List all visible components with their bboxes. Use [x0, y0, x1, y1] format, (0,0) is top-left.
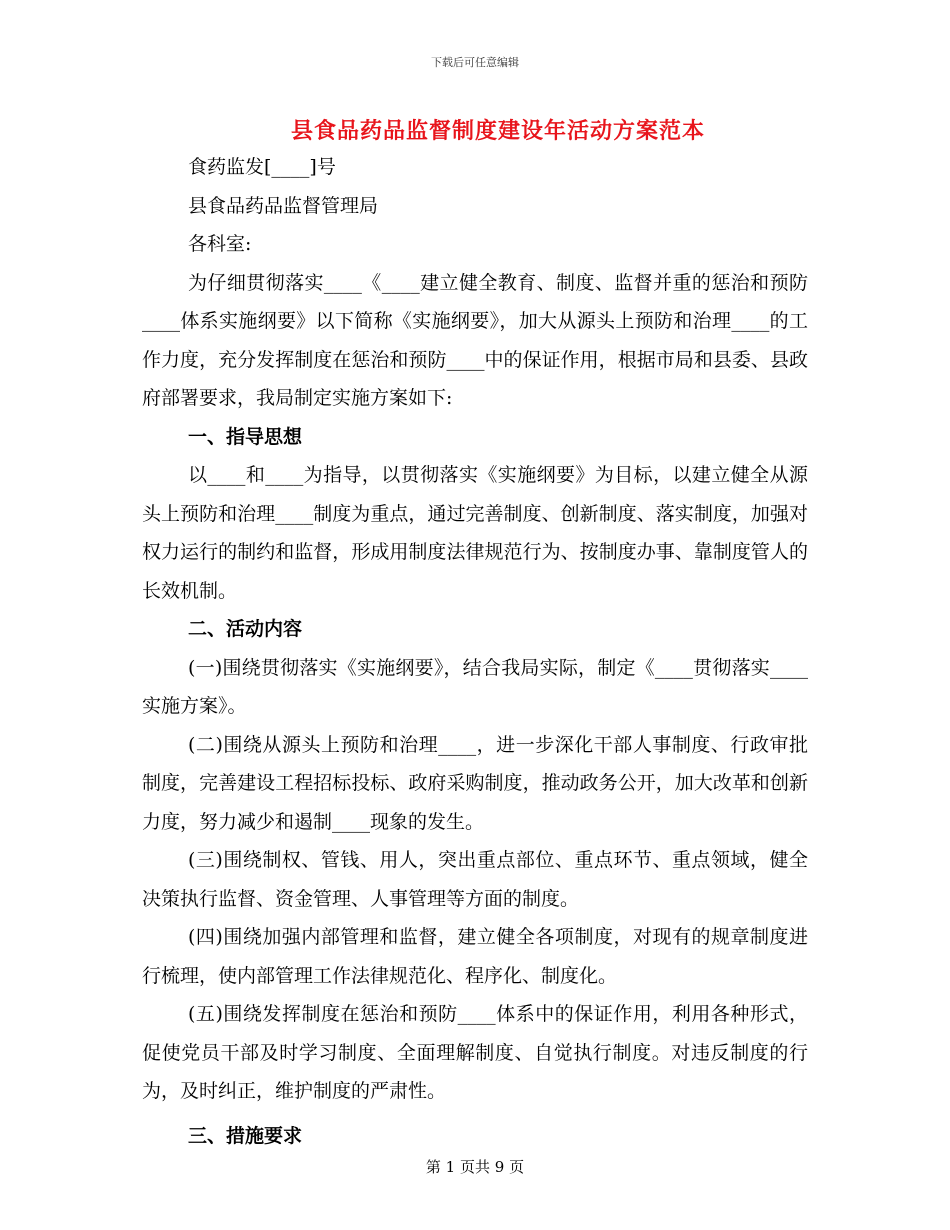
- activity-item-1: (一)围绕贯彻落实《实施纲要》，结合我局实际，制定《____贯彻落实____实施方案》。: [142, 656, 808, 717]
- recipients: 各科室:: [188, 233, 252, 255]
- activity-item-2: (二)围绕从源头上预防和治理____，进一步深化干部人事制度、行政审批制度，完善建设工程招标投标、政府采购制度，推动政务公开，加大改革和创新力度，努力减少和遏制____现象的发生。: [142, 733, 808, 833]
- document-title: 县食品药品监督制度建设年活动方案范本: [290, 118, 705, 144]
- document-number: 食药监发[____]号: [188, 156, 336, 178]
- guiding-ideology-paragraph: 以____和____为指导，以贯彻落实《实施纲要》为目标，以建立健全从源头上预防和治理____制度为重点，通过完善制度、创新制度、落实制度，加强对权力运行的制约和监督，形成用制度法律规范行为、按制度办事、靠制度管人的长效机制。: [142, 464, 808, 602]
- intro-paragraph: 为仔细贯彻落实____《____建立健全教育、制度、监督并重的惩治和预防____体系实施纲要》以下简称《实施纲要》，加大从源头上预防和治理____的工作力度，充分发挥制度在惩治和预防____中的保证作用，根据市局和县委、县政府部署要求，我局制定实施方案如下:: [142, 271, 808, 409]
- issuer-name: 县食品药品监督管理局: [188, 194, 379, 217]
- page-footer: 第 1 页共 9 页: [425, 1158, 525, 1176]
- activity-item-3: (三)围绕制权、管钱、用人，突出重点部位、重点环节、重点领域，健全决策执行监督、资金管理、人事管理等方面的制度。: [142, 849, 808, 910]
- document-body: [142, 148, 808, 1155]
- header-note: 下载后可任意编辑: [431, 56, 519, 69]
- section-heading-activity-content: 二、活动内容: [188, 618, 303, 640]
- section-heading-measures: 三、措施要求: [188, 1124, 303, 1147]
- section-heading-guiding-ideology: 一、指导思想: [188, 425, 303, 448]
- activity-item-4: (四)围绕加强内部管理和监督，建立健全各项制度，对现有的规章制度进行梳理，使内部管理工作法律规范化、程序化、制度化。: [142, 926, 808, 987]
- activity-item-5: (五)围绕发挥制度在惩治和预防____体系中的保证作用，利用各种形式，促使党员干部及时学习制度、全面理解制度、自觉执行制度。对违反制度的行为，及时纠正，维护制度的严肃性。: [142, 1003, 808, 1102]
